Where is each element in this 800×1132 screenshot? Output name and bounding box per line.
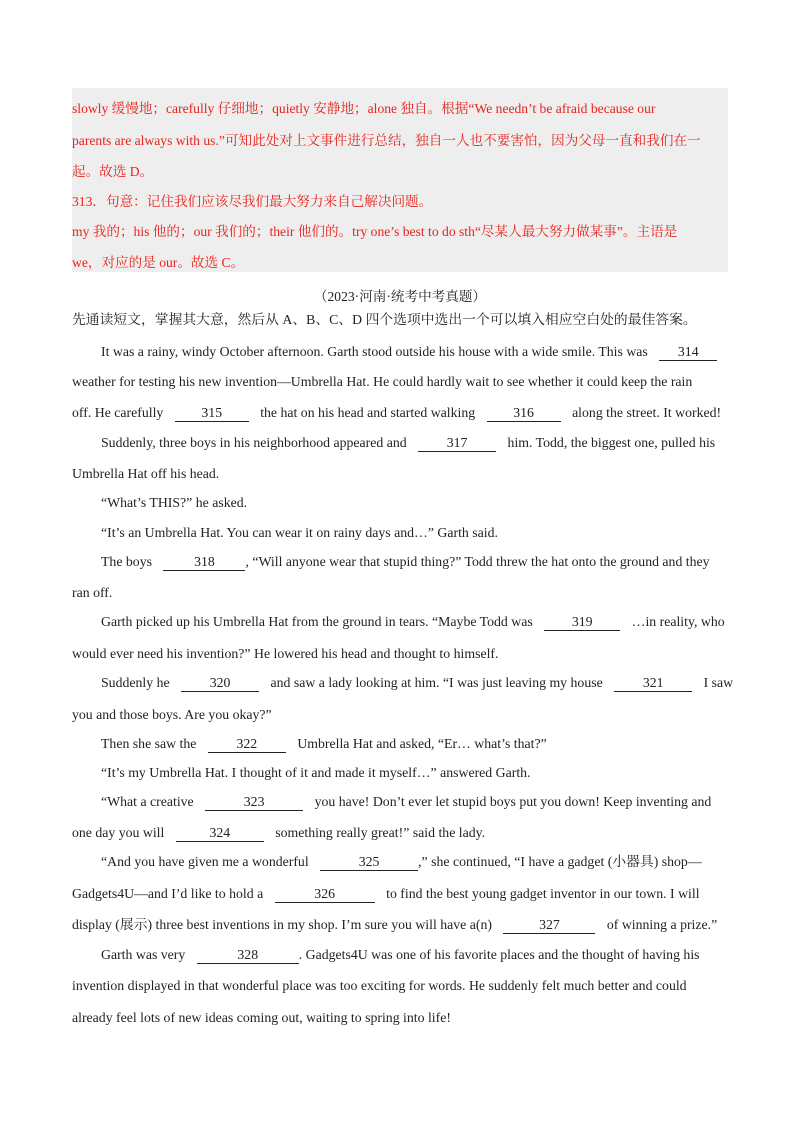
blank-316: 316 (487, 405, 561, 422)
passage-line: already feel lots of new ideas coming out, waiting to spring into life! (72, 1010, 451, 1025)
passage-text: ,” she continued, “I have a gadget (小器具) shop— (418, 854, 702, 869)
passage-line (101, 735, 547, 753)
passage-line: Umbrella Hat off his head. (72, 466, 220, 481)
answer-line: my 我的；his 他的；our 我们的；their 他们的。try one’s best to do sth“尽某人最大努力做某事”。主语是 (72, 224, 678, 239)
passage-line (72, 824, 485, 842)
passage-text: “And you have given me a wonderful (101, 854, 309, 869)
passage-line: would ever need his invention?” He lowered his head and thought to himself. (72, 646, 499, 661)
passage-line (101, 853, 702, 871)
passage-line (101, 793, 711, 811)
exam-source: （2023·河南·统考中考真题） (313, 289, 487, 304)
passage-line (101, 674, 733, 692)
passage-line (72, 885, 700, 903)
blank-318: 318 (163, 554, 245, 571)
passage-text: you have! Don’t ever let stupid boys put you down! Keep inventing and (314, 794, 712, 809)
passage-line: invention displayed in that wonderful place was too exciting for words. He suddenly felt much better and could (72, 978, 687, 993)
blank-319: 319 (544, 614, 620, 631)
passage-line: “It’s my Umbrella Hat. I thought of it and made it myself…” answered Garth. (101, 765, 531, 780)
blank-314: 314 (659, 344, 717, 361)
blank-325: 325 (320, 854, 418, 871)
passage-line (72, 404, 721, 422)
passage-line: “It’s an Umbrella Hat. You can wear it on rainy days and…” Garth said. (101, 525, 498, 540)
passage-line: ran off. (72, 585, 113, 600)
blank-323: 323 (205, 794, 303, 811)
blank-315: 315 (175, 405, 249, 422)
answer-explanation-box (72, 88, 728, 272)
passage-text: Suddenly, three boys in his neighborhood appeared and (101, 435, 407, 450)
blank-320: 320 (181, 675, 259, 692)
passage-line (72, 916, 717, 934)
passage-line (101, 343, 717, 361)
answer-line: slowly 缓慢地；carefully 仔细地；quietly 安静地；alone 独自。根据“We needn’t be afraid because our (72, 101, 656, 116)
answer-line: we，对应的是 our。故选 C。 (72, 255, 245, 270)
passage-line: you and those boys. Are you okay?” (72, 707, 272, 722)
passage-line (101, 613, 725, 631)
blank-327: 327 (503, 917, 595, 934)
answer-line: parents are always with us.”可知此处对上文事件进行总结，独自一人也不要害怕，因为父母一直和我们在一 (72, 133, 701, 148)
passage-text: to find the best young gadget inventor in our town. I will (386, 886, 700, 901)
passage-text: Then she saw the (101, 736, 197, 751)
passage-line: “What’s THIS?” he asked. (101, 495, 248, 510)
passage-text: …in reality, who (631, 614, 725, 629)
answer-line: 313．句意：记住我们应该尽我们最大努力来自己解决问题。 (72, 194, 433, 209)
passage-text: Suddenly he (101, 675, 170, 690)
passage-text: something really great!” said the lady. (275, 825, 486, 840)
passage-text: one day you will (72, 825, 165, 840)
passage-text: display (展示) three best inventions in my shop. I’m sure you will have a(n) (72, 917, 492, 932)
passage-text: “What a creative (101, 794, 194, 809)
passage-text: Garth picked up his Umbrella Hat from the ground in tears. “Maybe Todd was (101, 614, 533, 629)
passage-line (101, 946, 700, 964)
passage-text: weather for testing his new invention—Umbrella Hat. He could hardly wait to see whether it could keep the rain (72, 374, 693, 389)
instruction-text: 先通读短文，掌握其大意，然后从 A、B、C、D 四个选项中选出一个可以填入相应空白处的最佳答案。 (72, 312, 697, 327)
blank-328: 328 (197, 947, 299, 964)
passage-text: the hat on his head and started walking (260, 405, 476, 420)
passage-text: . Gadgets4U was one of his favorite places and the thought of having his (298, 947, 700, 962)
blank-317: 317 (418, 435, 496, 452)
passage-text: and saw a lady looking at him. “I was just leaving my house (270, 675, 603, 690)
blank-324: 324 (176, 825, 264, 842)
blank-326: 326 (275, 886, 375, 903)
passage-text: Umbrella Hat and asked, “Er… what’s that?” (297, 736, 547, 751)
passage-line (101, 434, 715, 452)
answer-line: 起。故选 D。 (72, 164, 154, 179)
passage-text: off. He carefully (72, 405, 164, 420)
passage-line (101, 553, 710, 571)
passage-line (72, 373, 692, 391)
passage-text: of winning a prize.” (606, 917, 718, 932)
passage-text: Gadgets4U—and I’d like to hold a (72, 886, 264, 901)
passage-text: , “Will anyone wear that stupid thing?” Todd threw the hat onto the ground and they (245, 554, 710, 569)
passage-text: I saw (703, 675, 734, 690)
passage-text: Garth was very (101, 947, 186, 962)
passage-text: him. Todd, the biggest one, pulled his (507, 435, 716, 450)
passage-text: It was a rainy, windy October afternoon. Garth stood outside his house with a wide smile. This was (101, 344, 648, 359)
passage-text: The boys (101, 554, 152, 569)
blank-322: 322 (208, 736, 286, 753)
blank-321: 321 (614, 675, 692, 692)
passage-text: along the street. It worked! (572, 405, 722, 420)
